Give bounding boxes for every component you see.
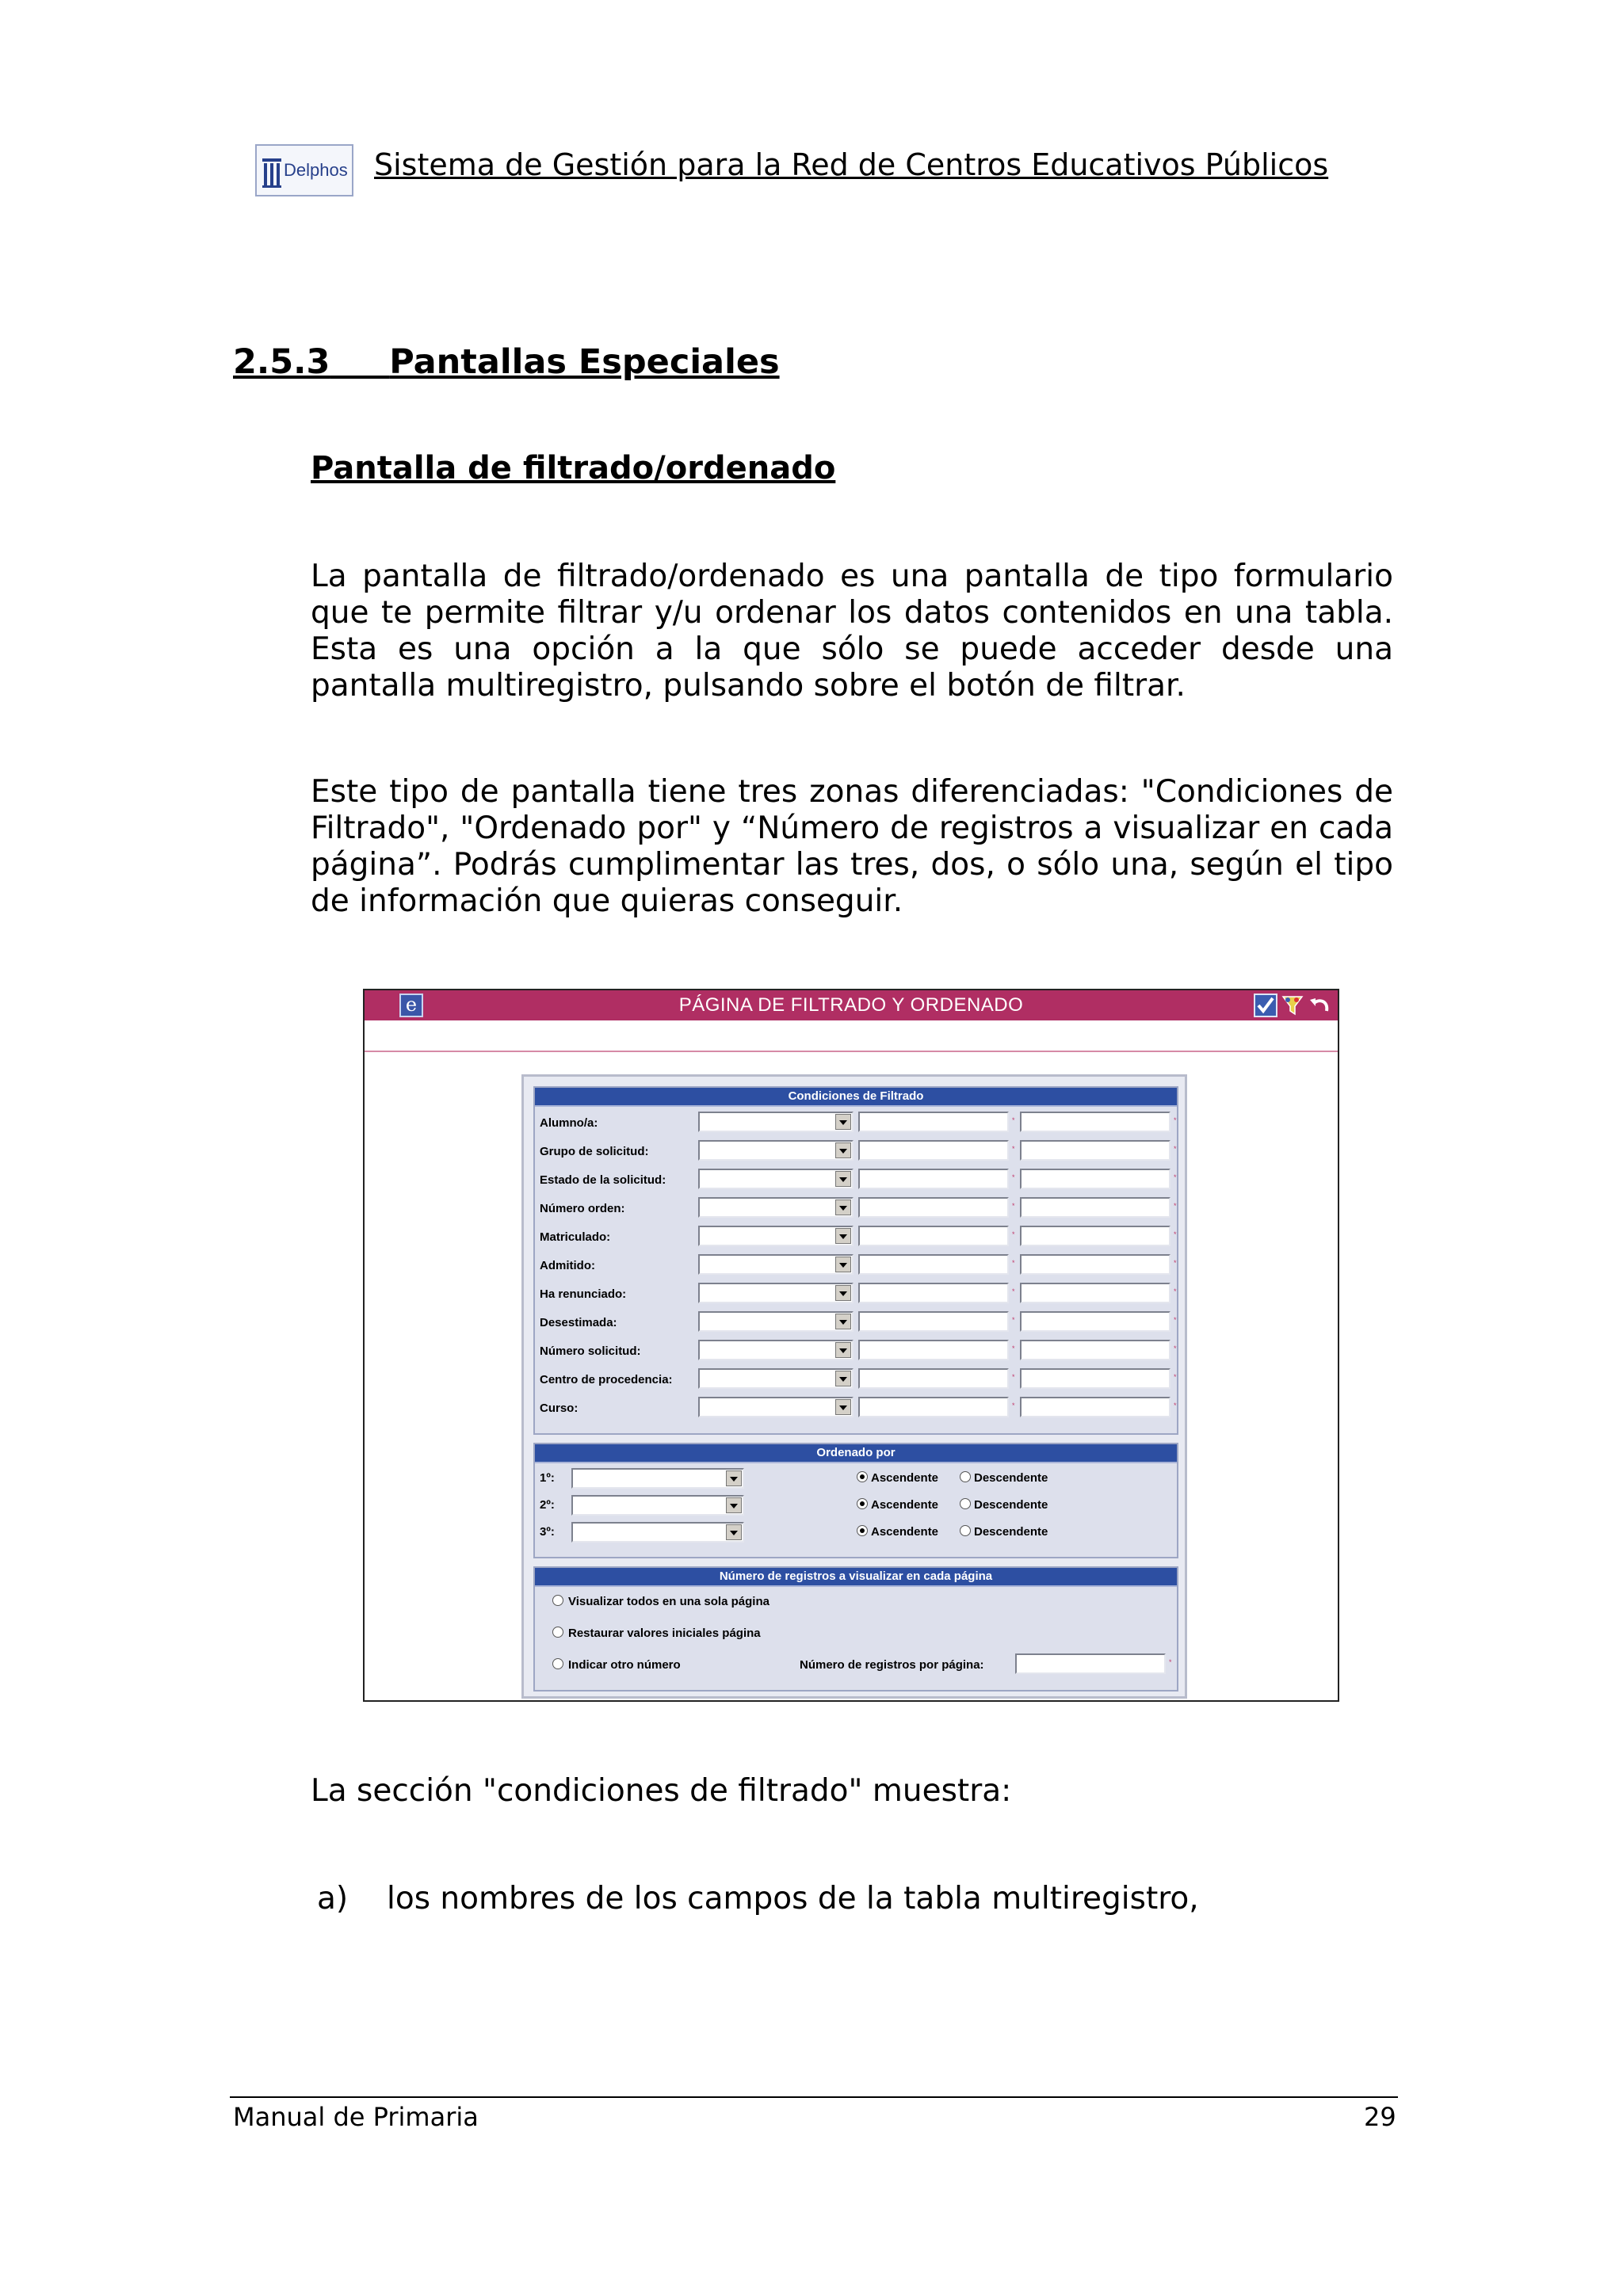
paragraph-filter-section: La sección "condiciones de filtrado" muestra: [311, 1773, 1012, 1809]
radio-ascending[interactable] [857, 1525, 868, 1536]
required-marker: * [1174, 1402, 1177, 1409]
title-bar [365, 990, 1338, 1020]
filter-field-label: Matriculado: [540, 1230, 611, 1244]
filter-field-label: Ha renunciado: [540, 1287, 627, 1301]
order-by-section [533, 1443, 1178, 1558]
filter-value2-input[interactable] [1020, 1197, 1170, 1218]
list-marker: a) [317, 1881, 349, 1917]
form-panel [521, 1074, 1187, 1699]
required-marker: * [1012, 1373, 1015, 1381]
required-marker: * [1012, 1287, 1015, 1295]
ascending-label: Ascendente [871, 1525, 939, 1539]
chevron-down-icon[interactable] [835, 1142, 851, 1158]
option-reset-label: Restaurar valores iniciales página [568, 1627, 761, 1640]
chevron-down-icon[interactable] [726, 1524, 742, 1540]
option-other-label: Indicar otro número [568, 1658, 681, 1672]
filter-row [540, 1112, 1177, 1135]
chevron-down-icon[interactable] [835, 1257, 851, 1272]
section-title: Pantallas Especiales [389, 342, 780, 382]
filter-field-label: Desestimada: [540, 1316, 617, 1329]
screen-title: PÁGINA DE FILTRADO Y ORDENADO [678, 994, 1024, 1016]
order-field-select[interactable] [571, 1468, 744, 1489]
radio-other-number[interactable] [552, 1658, 563, 1669]
filter-funnel-icon[interactable] [1281, 994, 1304, 1017]
e-icon[interactable]: e [399, 994, 423, 1017]
radio-ascending[interactable] [857, 1498, 868, 1509]
required-marker: * [1174, 1287, 1177, 1295]
filter-value-input[interactable] [858, 1397, 1009, 1417]
filter-field-label: Centro de procedencia: [540, 1373, 673, 1386]
filter-operator-select[interactable] [698, 1112, 854, 1132]
filter-field-label: Admitido: [540, 1259, 595, 1272]
filter-value-input[interactable] [858, 1368, 1009, 1389]
chevron-down-icon[interactable] [835, 1114, 851, 1130]
divider [365, 1051, 1338, 1052]
filter-row [540, 1397, 1177, 1421]
descending-label: Descendente [974, 1498, 1048, 1512]
section-number: 2.5.3 [233, 342, 330, 382]
option-show-all-label: Visualizar todos en una sola página [568, 1595, 769, 1608]
filter-value-input[interactable] [858, 1340, 1009, 1360]
required-marker: * [1012, 1344, 1015, 1352]
filter-operator-select[interactable] [698, 1226, 854, 1246]
required-marker: * [1012, 1402, 1015, 1409]
filter-field-label: Curso: [540, 1402, 579, 1415]
logo-columns-icon [262, 152, 282, 189]
paragraph-zones: Este tipo de pantalla tiene tres zonas diferenciadas: "Condiciones de Filtrado", "Ordenado por" y “Número de registros a visualizar en cada página”. Podrás cumplimentar las tres, dos, o sólo una, según el tipo de información que quieras conseguir. [311, 774, 1393, 919]
filter-value2-input[interactable] [1020, 1169, 1170, 1189]
filter-value-input[interactable] [858, 1226, 1009, 1246]
radio-descending[interactable] [960, 1471, 971, 1482]
required-marker: * [1174, 1145, 1177, 1153]
filter-value2-input[interactable] [1020, 1112, 1170, 1132]
chevron-down-icon[interactable] [835, 1314, 851, 1329]
delphos-logo [255, 144, 353, 196]
filter-row [540, 1311, 1177, 1335]
chevron-down-icon[interactable] [835, 1371, 851, 1386]
filter-field-label: Alumno/a: [540, 1116, 598, 1130]
radio-descending[interactable] [960, 1525, 971, 1536]
accept-check-icon[interactable] [1254, 994, 1277, 1017]
page-number: 29 [1364, 2102, 1396, 2132]
order-field-select[interactable] [571, 1495, 744, 1516]
filter-operator-select[interactable] [698, 1140, 854, 1161]
filter-value-input[interactable] [858, 1311, 1009, 1332]
filter-operator-select[interactable] [698, 1197, 854, 1218]
filter-value2-input[interactable] [1020, 1140, 1170, 1161]
filter-field-label: Grupo de solicitud: [540, 1145, 649, 1158]
filter-value2-input[interactable] [1020, 1340, 1170, 1360]
descending-label: Descendente [974, 1471, 1048, 1485]
filter-screen-figure [363, 989, 1339, 1702]
order-rank-label: 3º: [540, 1525, 555, 1539]
filter-conditions-section [533, 1086, 1178, 1435]
filter-operator-select[interactable] [698, 1340, 854, 1360]
order-field-select[interactable] [571, 1522, 744, 1543]
chevron-down-icon[interactable] [835, 1399, 851, 1415]
filter-field-label: Número orden: [540, 1202, 625, 1215]
radio-descending[interactable] [960, 1498, 971, 1509]
order-section-title: Ordenado por [535, 1444, 1177, 1463]
filter-row [540, 1340, 1177, 1363]
radio-ascending[interactable] [857, 1471, 868, 1482]
filter-value-input[interactable] [858, 1169, 1009, 1189]
required-marker: * [1174, 1116, 1177, 1124]
paragraph-intro: La pantalla de filtrado/ordenado es una pantalla de tipo formulario que te permite filtrar y/u ordenar los datos contenidos en una tabla. Esta es una opción a la que sólo se puede acceder desde una pantalla multiregistro, pulsando sobre el botón de filtrar. [311, 559, 1393, 704]
required-marker: * [1012, 1202, 1015, 1210]
filter-value2-input[interactable] [1020, 1311, 1170, 1332]
filter-row [540, 1368, 1177, 1392]
filter-section-title: Condiciones de Filtrado [535, 1088, 1177, 1107]
filter-operator-select[interactable] [698, 1283, 854, 1303]
required-marker: * [1174, 1316, 1177, 1324]
filter-value2-input[interactable] [1020, 1226, 1170, 1246]
filter-field-label: Número solicitud: [540, 1344, 641, 1358]
filter-row [540, 1283, 1177, 1306]
order-row [540, 1522, 1174, 1546]
required-marker: * [1174, 1259, 1177, 1267]
chevron-down-icon[interactable] [835, 1342, 851, 1358]
filter-value-input[interactable] [858, 1197, 1009, 1218]
per-page-input[interactable] [1015, 1653, 1166, 1674]
footer-manual-name: Manual de Primaria [233, 2102, 479, 2132]
filter-field-label: Estado de la solicitud: [540, 1173, 666, 1187]
ascending-label: Ascendente [871, 1471, 939, 1485]
filter-value-input[interactable] [858, 1254, 1009, 1275]
filter-operator-select[interactable] [698, 1169, 854, 1189]
filter-operator-select[interactable] [698, 1397, 854, 1417]
required-marker: * [1174, 1202, 1177, 1210]
per-page-label: Número de registros por página: [800, 1658, 984, 1672]
chevron-down-icon[interactable] [726, 1497, 742, 1513]
required-marker: * [1012, 1145, 1015, 1153]
radio-show-all[interactable] [552, 1595, 563, 1606]
chevron-down-icon[interactable] [726, 1470, 742, 1486]
filter-value-input[interactable] [858, 1140, 1009, 1161]
chevron-down-icon[interactable] [835, 1228, 851, 1244]
filter-row [540, 1169, 1177, 1192]
ascending-label: Ascendente [871, 1498, 939, 1512]
required-marker: * [1012, 1173, 1015, 1181]
back-arrow-icon[interactable] [1308, 994, 1331, 1017]
filter-value-input[interactable] [858, 1112, 1009, 1132]
filter-row [540, 1254, 1177, 1278]
filter-value-input[interactable] [858, 1283, 1009, 1303]
chevron-down-icon[interactable] [835, 1199, 851, 1215]
filter-value2-input[interactable] [1020, 1254, 1170, 1275]
records-section-title: Número de registros a visualizar en cada página [535, 1568, 1177, 1587]
order-rank-label: 2º: [540, 1498, 555, 1512]
order-row [540, 1495, 1174, 1519]
required-marker: * [1174, 1373, 1177, 1381]
filter-operator-select[interactable] [698, 1368, 854, 1389]
subsection-heading: Pantalla de filtrado/ordenado [311, 450, 836, 486]
required-marker: * [1169, 1658, 1172, 1666]
required-marker: * [1174, 1173, 1177, 1181]
required-marker: * [1174, 1230, 1177, 1238]
filter-value2-input[interactable] [1020, 1368, 1170, 1389]
filter-operator-select[interactable] [698, 1311, 854, 1332]
order-row [540, 1468, 1174, 1492]
required-marker: * [1012, 1259, 1015, 1267]
list-item-text: los nombres de los campos de la tabla multiregistro, [387, 1881, 1199, 1917]
records-per-page-section [533, 1566, 1178, 1691]
required-marker: * [1174, 1344, 1177, 1352]
required-marker: * [1012, 1230, 1015, 1238]
filter-row [540, 1197, 1177, 1221]
filter-row [540, 1140, 1177, 1164]
chevron-down-icon[interactable] [835, 1285, 851, 1301]
radio-reset[interactable] [552, 1627, 563, 1638]
filter-value2-input[interactable] [1020, 1283, 1170, 1303]
section-heading [233, 342, 780, 382]
descending-label: Descendente [974, 1525, 1048, 1539]
filter-value2-input[interactable] [1020, 1397, 1170, 1417]
filter-operator-select[interactable] [698, 1254, 854, 1275]
logo-text: Delphos [284, 160, 348, 180]
required-marker: * [1012, 1316, 1015, 1324]
required-marker: * [1012, 1116, 1015, 1124]
order-rank-label: 1º: [540, 1471, 555, 1485]
footer-rule [230, 2096, 1398, 2098]
filter-row [540, 1226, 1177, 1249]
chevron-down-icon[interactable] [835, 1171, 851, 1187]
header-title: Sistema de Gestión para la Red de Centros Educativos Públicos [374, 147, 1329, 182]
